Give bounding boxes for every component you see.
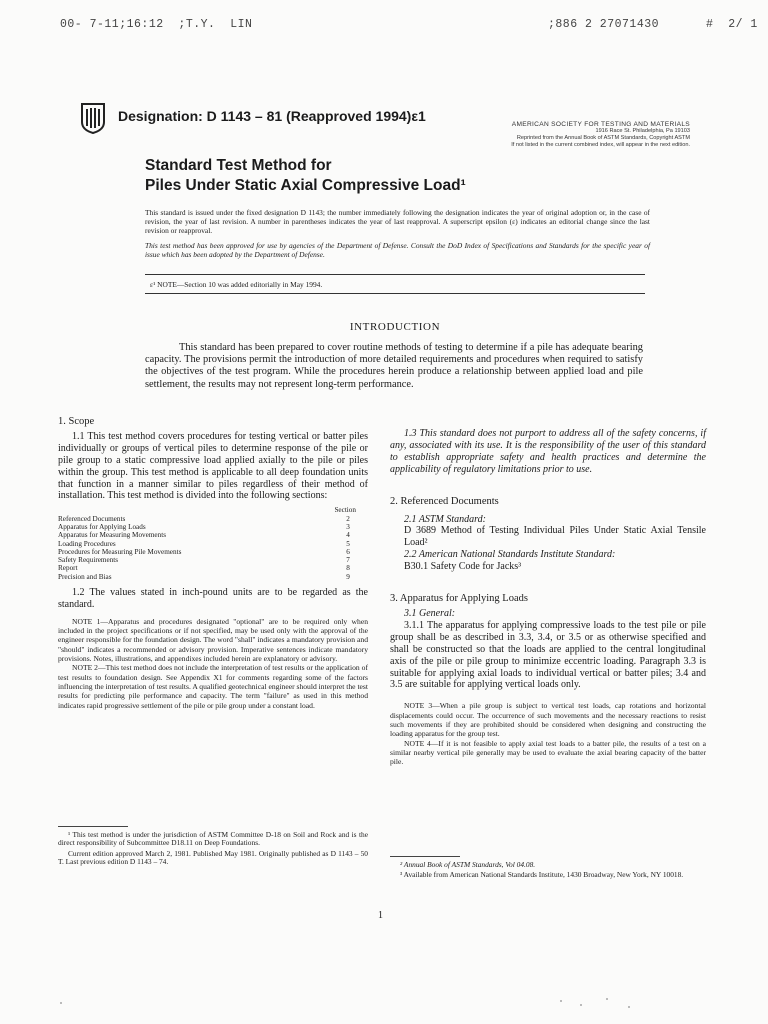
title-line-1: Standard Test Method for <box>145 157 332 174</box>
section-list-item: Report 8 <box>58 564 350 573</box>
divider <box>145 274 645 275</box>
editorial-note: ε¹ NOTE—Section 10 was added editorially in May 1994. <box>150 280 323 289</box>
fax-header-left: 00- 7-11;16:12 ;T.Y. LIN <box>60 18 253 31</box>
ansi-standard-label: 2.2 American National Standards Institute Standard: <box>404 549 616 561</box>
apparatus-heading: 3. Apparatus for Applying Loads <box>390 593 528 605</box>
section-list-item: Referenced Documents 2 <box>58 514 350 523</box>
right-column <box>390 428 706 766</box>
scope-heading: 1. Scope <box>58 416 95 427</box>
introduction-heading: INTRODUCTION <box>349 321 441 333</box>
footnote-3: ³ Available from American National Standards Institute, 1430 Broadway, New York, NY 10018. <box>400 870 684 880</box>
section-list <box>58 506 358 581</box>
page-number: 1 <box>378 910 383 921</box>
scope-1-3: 1.3 This standard does not purport to address all of the safety concerns, if any, associated with its use. It is the responsibility of the user of this standard to establish appropriate safety and health practices and determine the applicability of regulatory limitations prior to use. <box>390 428 706 475</box>
introduction-text: This standard has been prepared to cover routine methods of testing to determine if a pile has adequate bearing capacity. The provisions permit the introduction of more detailed requirements and procedures when required to satisfy the objectives of the test program. While the procedures herein produce a relationship between applied load and pile settlement, the results may not represent long-term performance. <box>145 342 643 390</box>
publisher-line: If not listed in the current combined index, will appear in the next edition. <box>511 142 690 148</box>
section-list-item: Loading Procedures 5 <box>58 539 350 548</box>
left-footnotes <box>58 826 368 869</box>
section-list-item: Precision and Bias 9 <box>58 572 350 581</box>
publisher-block <box>438 121 690 149</box>
note-4: NOTE 4—If it is not feasible to apply axial test loads to a batter pile, the results of a test on a similar nearby vertical pile generally may be used to evaluate the axial bearing capacity of the batter pile. <box>390 738 706 767</box>
document-title <box>145 156 466 196</box>
preface-dod: This test method has been approved for use by agencies of the Department of Defense. Consult the DoD Index of Specifications and Standards for the specific year of issue which has been adopted by the Department of Defense. <box>145 240 650 259</box>
section-list-header: Section <box>334 506 356 515</box>
designation: Designation: D 1143 – 81 (Reapproved 1994)ε1 <box>118 108 426 124</box>
section-list-item: Procedures for Measuring Pile Movements 6 <box>58 547 350 556</box>
title-line-2: Piles Under Static Axial Compressive Load¹ <box>145 177 466 194</box>
section-list-item: Apparatus for Applying Loads 3 <box>58 522 350 531</box>
section-list-item: Apparatus for Measuring Movements 4 <box>58 531 350 540</box>
publisher-name: AMERICAN SOCIETY FOR TESTING AND MATERIALS <box>511 121 690 128</box>
scope-1-2: 1.2 The values stated in inch-pound units are to be regarded as the standard. <box>58 587 368 610</box>
right-footnotes <box>390 856 706 882</box>
general-label: 3.1 General: <box>404 607 456 619</box>
publisher-line: Reprinted from the Annual Book of ASTM Standards, Copyright ASTM <box>516 135 690 141</box>
b30-reference: B30.1 Safety Code for Jacks³ <box>404 561 522 573</box>
astm-logo <box>78 100 108 134</box>
preface-issuance: This standard is issued under the fixed designation D 1143; the number immediately following the designation indicates the year of original adoption or, in the case of revision, the year of last revision. A number in parentheses indicates the year of last reapproval. A superscript epsilon (ε) indicates an editorial change since the last revision or reapproval. <box>145 208 650 236</box>
referenced-documents-heading: 2. Referenced Documents <box>390 495 499 507</box>
note-1: NOTE 1—Apparatus and procedures designated "optional" are to be required only when included in the project specifications or if not specified, may be used only with the approval of the engineer responsible for the foundation design. The word "shall" indicates a mandatory provision and "should" indicates a recommended or advisory provision. Imperative sentences indicate mandatory provisions. Notes, illustrations, and appendixes included herein are explanatory or advisory. <box>58 616 368 664</box>
d3689-reference: D 3689 Method of Testing Individual Piles Under Static Axial Tensile Load² <box>404 525 706 549</box>
scope-1-1: 1.1 This test method covers procedures for testing vertical or batter piles individually or groups of vertical piles to determine response of the pile or pile group to a static compressive load applied axially to the pile or piles within the group. This test method is applicable to all deep foundation units that function in a manner similar to piles regardless of their method of installation. This test method is divided into the following sections: <box>58 430 368 502</box>
paragraph-3-1-1: 3.1.1 The apparatus for applying compressive loads to the test pile or pile group shall be as described in 3.3, 3.4, or 3.5 or as otherwise specified and shall be constructed so that the loads are applied to the central longitudinal axis of the pile or pile group to minimize eccentric loading. Paragraph 3.3 is suitable for applying axial loads to individual vertical or batter piles; 3.4 and 3.5 are suitable for applying vertical loads only. <box>390 619 706 691</box>
divider <box>145 293 645 294</box>
note-2: NOTE 2—This test method does not include the interpretation of test results or the application of test results to foundation design. See Appendix X1 for comments regarding some of the factors influencing the interpretation of test results. A qualified geotechnical engineer should interpret the test results for predicting pile performance and capacity. The term "failure" as used in this method indicates rapid progressive settlement of the pile or pile group under a constant load. <box>58 663 368 710</box>
section-list-item: Safety Requirements 7 <box>58 556 350 565</box>
fax-header-page: # 2/ 1 <box>706 18 758 31</box>
footnote-rule <box>58 826 128 827</box>
preface <box>145 208 650 264</box>
footnote-1: ¹ This test method is under the jurisdiction of ASTM Committee D-18 on Soil and Rock and is the direct responsibility of Subcommittee D18.11 on Deep Foundations. <box>58 830 368 848</box>
footnote-2: ² Annual Book of ASTM Standards, Vol 04.08. <box>400 860 536 869</box>
note-3: NOTE 3—When a pile group is subject to vertical test loads, cap rotations and horizontal displacements could occur. The occurrence of such movements and the necessary reactions to resist such movements if they are prohibited should be considered when designing and constructing the loading apparatus for the group test. <box>390 701 706 739</box>
footnote-rule <box>390 856 460 857</box>
left-column <box>58 416 368 710</box>
footnote-1-edition: Current edition approved March 2, 1981. Published May 1981. Originally published as D 1143 – 50 T. Last previous edition D 1143 – 74. <box>58 848 368 867</box>
publisher-line: 1916 Race St. Philadelphia, Pa 19103 <box>595 128 690 134</box>
astm-standard-label: 2.1 ASTM Standard: <box>404 513 486 525</box>
fax-header-number: ;886 2 27071430 <box>548 18 660 31</box>
